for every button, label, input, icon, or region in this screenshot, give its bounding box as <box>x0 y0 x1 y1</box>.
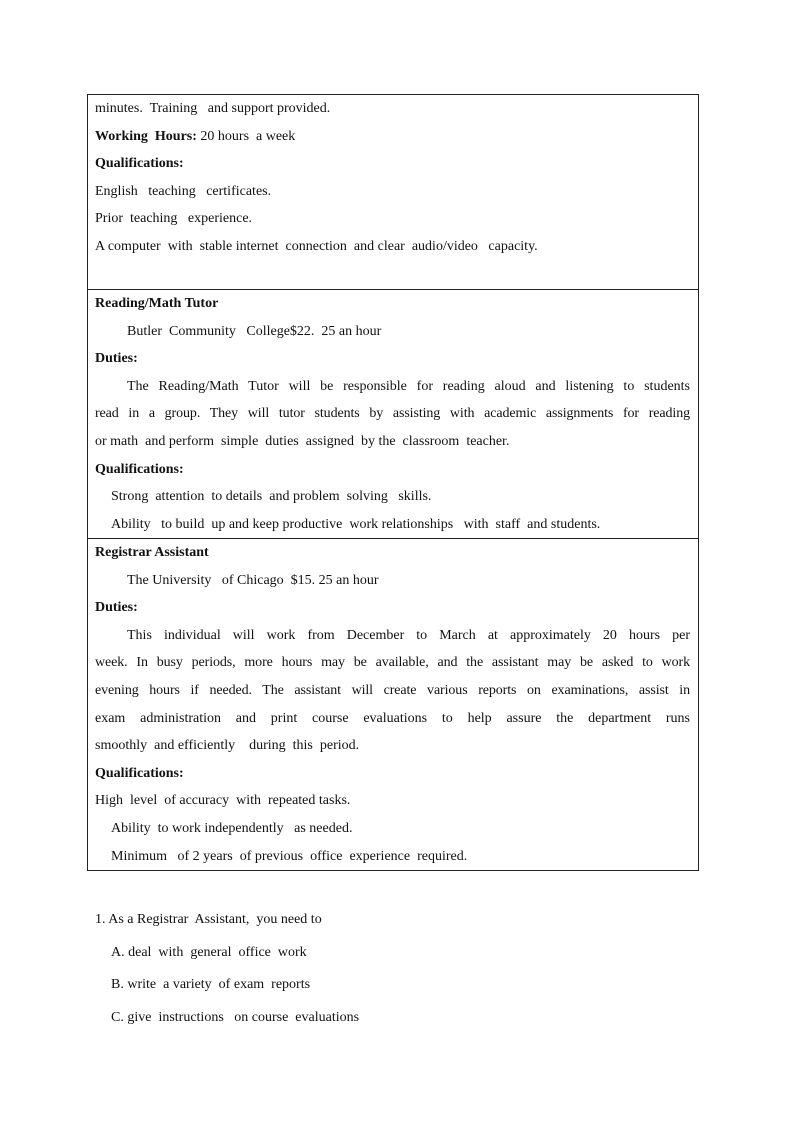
qualification-item: Ability to work independently as needed. <box>111 820 353 836</box>
working-hours-label: Working Hours: <box>95 128 197 144</box>
text-line: minutes. Training and support provided. <box>95 101 331 116</box>
qualification-item: Prior teaching experience. <box>95 211 253 227</box>
working-hours-value: 20 hours a week <box>196 128 296 144</box>
job-cell-reading-math-tutor <box>88 289 698 538</box>
duties-heading: Duties: <box>95 351 138 367</box>
job-cell-online-teacher <box>88 95 698 289</box>
qualification-item: High level of accuracy with repeated tasks. <box>95 793 351 809</box>
qualification-item: Ability to build up and keep productive work relationships with staff and students. <box>111 516 601 532</box>
answer-option-c[interactable]: C. give instructions on course evaluations <box>111 1009 360 1025</box>
qualifications-heading: Qualifications: <box>95 461 184 477</box>
working-hours-line <box>95 123 690 151</box>
job-listings-table <box>87 94 699 871</box>
qualification-item: Strong attention to details and problem solving skills. <box>111 489 432 505</box>
qualifications-heading: Qualifications: <box>95 765 184 781</box>
duties-text: smoothly and efficiently during this period. <box>95 738 360 754</box>
duties-text: evening hours if needed. The assistant will create various reports on examinations, assist in <box>95 682 690 698</box>
job-employer-pay: Butler Community College$22. 25 an hour <box>127 323 382 339</box>
duties-text: The Reading/Math Tutor will be responsible for reading aloud and listening to students <box>127 378 690 394</box>
qualifications-heading: Qualifications: <box>95 156 184 172</box>
duties-text: This individual will work from December to March at approximately 20 hours per <box>127 627 690 643</box>
duties-text: week. In busy periods, more hours may be available, and the assistant may be asked to work <box>95 655 690 671</box>
answer-option-b[interactable]: B. write a variety of exam reports <box>111 977 311 992</box>
qualification-item: A computer with stable internet connection and clear audio/video capacity. <box>95 238 538 254</box>
job-title: Reading/Math Tutor <box>95 296 219 311</box>
question-block <box>95 906 595 1036</box>
qualification-item: English teaching certificates. <box>95 183 272 199</box>
duties-text: read in a group. They will tutor students by assisting with academic assignments for reading <box>95 406 690 422</box>
duties-text: or math and perform simple duties assigned by the classroom teacher. <box>95 433 510 449</box>
duties-text: exam administration and print course evaluations to help assure the department runs <box>95 710 690 726</box>
answer-option-a[interactable]: A. deal with general office work <box>111 944 307 960</box>
qualification-item: Minimum of 2 years of previous office experience required. <box>111 848 468 864</box>
job-employer-pay: The University of Chicago $15. 25 an hour <box>127 572 379 588</box>
question-stem: 1. As a Registrar Assistant, you need to <box>95 912 322 927</box>
duties-heading: Duties: <box>95 600 138 616</box>
job-title: Registrar Assistant <box>95 545 209 560</box>
job-cell-registrar-assistant <box>88 538 698 870</box>
